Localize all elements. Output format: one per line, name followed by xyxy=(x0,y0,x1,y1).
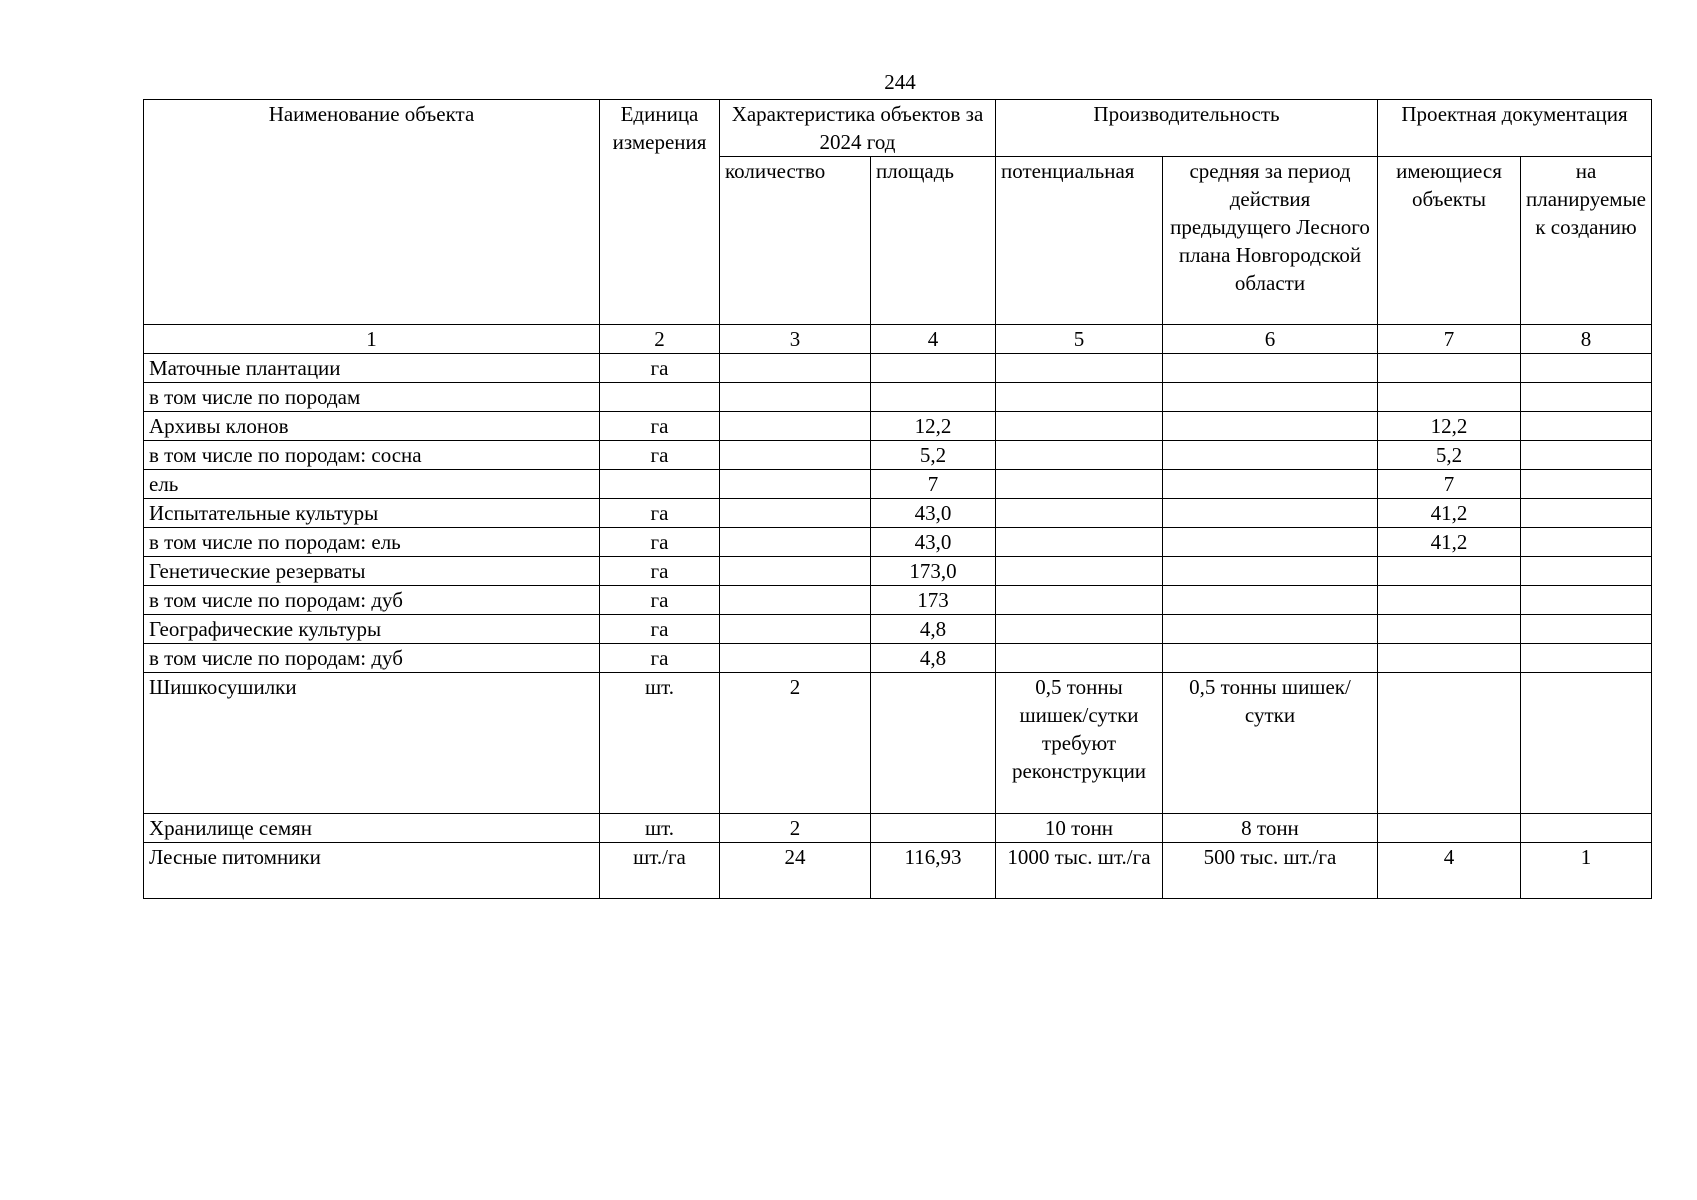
cell-existing xyxy=(1378,814,1521,843)
cell-object-name: в том числе по породам: дуб xyxy=(144,586,600,615)
cell-quantity xyxy=(720,615,871,644)
cell-existing xyxy=(1378,673,1521,814)
table-row xyxy=(144,814,1652,843)
table-row xyxy=(144,470,1652,499)
cell-planned xyxy=(1521,586,1652,615)
cell-average xyxy=(1163,354,1378,383)
cell-potential xyxy=(996,383,1163,412)
table-row xyxy=(144,499,1652,528)
column-number: 1 xyxy=(144,325,600,354)
cell-planned xyxy=(1521,814,1652,843)
table-row xyxy=(144,528,1652,557)
cell-average xyxy=(1163,499,1378,528)
cell-area xyxy=(871,354,996,383)
column-number: 7 xyxy=(1378,325,1521,354)
column-number: 2 xyxy=(600,325,720,354)
table-row xyxy=(144,557,1652,586)
header-design-documentation: Проектная документация xyxy=(1378,100,1652,157)
cell-planned xyxy=(1521,470,1652,499)
header-productivity: Производительность xyxy=(996,100,1378,157)
cell-quantity xyxy=(720,557,871,586)
cell-existing: 5,2 xyxy=(1378,441,1521,470)
cell-planned xyxy=(1521,557,1652,586)
column-number: 6 xyxy=(1163,325,1378,354)
cell-existing: 7 xyxy=(1378,470,1521,499)
cell-average xyxy=(1163,586,1378,615)
cell-existing: 12,2 xyxy=(1378,412,1521,441)
cell-unit: га xyxy=(600,499,720,528)
cell-object-name: Генетические резерваты xyxy=(144,557,600,586)
cell-object-name: в том числе по породам: сосна xyxy=(144,441,600,470)
header-characteristics: Характеристика объектов за 2024 год xyxy=(720,100,996,157)
cell-existing xyxy=(1378,354,1521,383)
cell-object-name: Маточные плантации xyxy=(144,354,600,383)
cell-area: 7 xyxy=(871,470,996,499)
cell-average xyxy=(1163,528,1378,557)
cell-area: 5,2 xyxy=(871,441,996,470)
cell-planned xyxy=(1521,528,1652,557)
cell-average: 500 тыс. шт./га xyxy=(1163,843,1378,899)
cell-area xyxy=(871,383,996,412)
cell-quantity: 24 xyxy=(720,843,871,899)
cell-area: 4,8 xyxy=(871,644,996,673)
header-potential: потенциальная xyxy=(996,157,1163,325)
cell-planned xyxy=(1521,615,1652,644)
cell-potential xyxy=(996,354,1163,383)
cell-potential xyxy=(996,644,1163,673)
cell-unit: га xyxy=(600,557,720,586)
cell-object-name: ель xyxy=(144,470,600,499)
table-row xyxy=(144,383,1652,412)
cell-object-name: Хранилище семян xyxy=(144,814,600,843)
cell-object-name: в том числе по породам: дуб xyxy=(144,644,600,673)
cell-unit: га xyxy=(600,644,720,673)
cell-existing xyxy=(1378,557,1521,586)
header-area: площадь xyxy=(871,157,996,325)
cell-area: 12,2 xyxy=(871,412,996,441)
cell-potential xyxy=(996,586,1163,615)
table-row xyxy=(144,673,1652,814)
cell-existing xyxy=(1378,383,1521,412)
cell-planned xyxy=(1521,673,1652,814)
cell-potential xyxy=(996,615,1163,644)
cell-area xyxy=(871,814,996,843)
cell-existing xyxy=(1378,586,1521,615)
cell-existing xyxy=(1378,644,1521,673)
header-average: средняя за период действия предыдущего Лесного плана Новгородской области xyxy=(1163,157,1378,325)
cell-area: 173,0 xyxy=(871,557,996,586)
cell-planned xyxy=(1521,441,1652,470)
cell-object-name: Географические культуры xyxy=(144,615,600,644)
cell-quantity xyxy=(720,383,871,412)
cell-average xyxy=(1163,412,1378,441)
page-number: 244 xyxy=(884,70,916,94)
cell-unit: га xyxy=(600,441,720,470)
cell-potential xyxy=(996,499,1163,528)
cell-unit: шт. xyxy=(600,673,720,814)
table-row xyxy=(144,412,1652,441)
cell-area: 4,8 xyxy=(871,615,996,644)
cell-unit: га xyxy=(600,615,720,644)
cell-planned xyxy=(1521,412,1652,441)
header-unit: Единица измерения xyxy=(600,100,720,325)
table-row xyxy=(144,644,1652,673)
cell-existing: 41,2 xyxy=(1378,499,1521,528)
cell-potential xyxy=(996,528,1163,557)
cell-planned: 1 xyxy=(1521,843,1652,899)
table-row xyxy=(144,615,1652,644)
cell-planned xyxy=(1521,644,1652,673)
cell-object-name: в том числе по породам: ель xyxy=(144,528,600,557)
cell-unit: га xyxy=(600,528,720,557)
cell-object-name: Архивы клонов xyxy=(144,412,600,441)
cell-object-name: в том числе по породам xyxy=(144,383,600,412)
cell-potential: 0,5 тонны шишек/сутки требуют реконструкции xyxy=(996,673,1163,814)
cell-average xyxy=(1163,441,1378,470)
cell-average: 8 тонн xyxy=(1163,814,1378,843)
column-number: 4 xyxy=(871,325,996,354)
cell-quantity xyxy=(720,499,871,528)
cell-quantity xyxy=(720,354,871,383)
cell-potential: 1000 тыс. шт./га xyxy=(996,843,1163,899)
cell-quantity xyxy=(720,644,871,673)
cell-area: 43,0 xyxy=(871,528,996,557)
cell-average: 0,5 тонны шишек/сутки xyxy=(1163,673,1378,814)
cell-unit: шт. xyxy=(600,814,720,843)
table-row xyxy=(144,354,1652,383)
column-number: 3 xyxy=(720,325,871,354)
header-planned: на планируемые к созданию xyxy=(1521,157,1652,325)
cell-object-name: Испытательные культуры xyxy=(144,499,600,528)
cell-average xyxy=(1163,470,1378,499)
column-numbers-row xyxy=(144,325,1652,354)
cell-average xyxy=(1163,383,1378,412)
cell-average xyxy=(1163,557,1378,586)
cell-average xyxy=(1163,644,1378,673)
cell-unit: га xyxy=(600,586,720,615)
forest-objects-table xyxy=(143,99,1652,899)
cell-quantity xyxy=(720,586,871,615)
column-number: 5 xyxy=(996,325,1163,354)
cell-quantity: 2 xyxy=(720,673,871,814)
table-row xyxy=(144,441,1652,470)
cell-area: 173 xyxy=(871,586,996,615)
cell-potential xyxy=(996,557,1163,586)
cell-potential xyxy=(996,412,1163,441)
cell-quantity xyxy=(720,412,871,441)
header-quantity: количество xyxy=(720,157,871,325)
cell-planned xyxy=(1521,354,1652,383)
cell-object-name: Лесные питомники xyxy=(144,843,600,899)
cell-quantity xyxy=(720,441,871,470)
header-existing: имеющиеся объекты xyxy=(1378,157,1521,325)
cell-potential: 10 тонн xyxy=(996,814,1163,843)
cell-unit xyxy=(600,383,720,412)
cell-existing xyxy=(1378,615,1521,644)
cell-area xyxy=(871,673,996,814)
cell-unit: га xyxy=(600,412,720,441)
cell-area: 116,93 xyxy=(871,843,996,899)
cell-quantity xyxy=(720,528,871,557)
cell-planned xyxy=(1521,499,1652,528)
table-row xyxy=(144,586,1652,615)
cell-potential xyxy=(996,470,1163,499)
cell-unit: га xyxy=(600,354,720,383)
cell-existing: 4 xyxy=(1378,843,1521,899)
cell-area: 43,0 xyxy=(871,499,996,528)
cell-quantity: 2 xyxy=(720,814,871,843)
column-number: 8 xyxy=(1521,325,1652,354)
cell-unit xyxy=(600,470,720,499)
cell-average xyxy=(1163,615,1378,644)
cell-unit: шт./га xyxy=(600,843,720,899)
header-object-name: Наименование объекта xyxy=(144,100,600,325)
cell-existing: 41,2 xyxy=(1378,528,1521,557)
cell-object-name: Шишкосушилки xyxy=(144,673,600,814)
cell-planned xyxy=(1521,383,1652,412)
table-row xyxy=(144,843,1652,899)
cell-potential xyxy=(996,441,1163,470)
cell-quantity xyxy=(720,470,871,499)
